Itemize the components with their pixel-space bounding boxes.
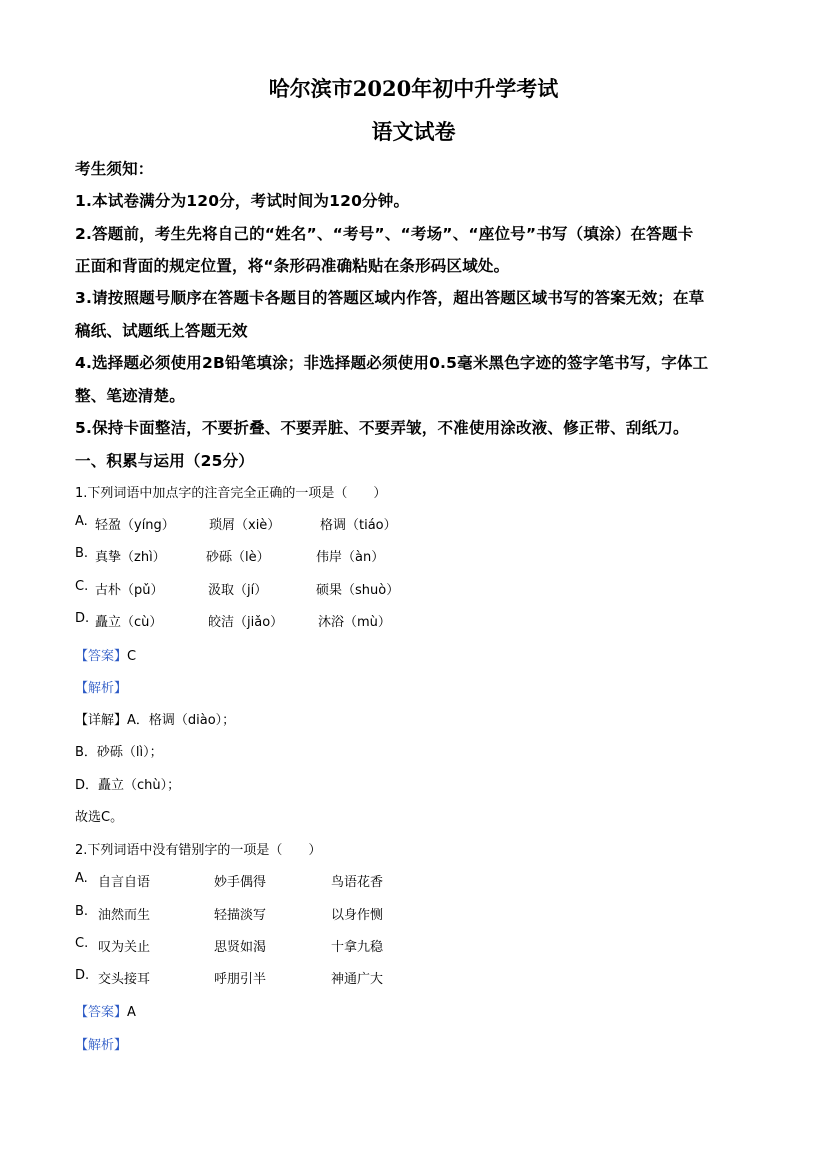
option-word: 真挚（zhì） [95,550,166,565]
answer-line [75,645,136,664]
option-label: D. [75,968,90,983]
exam-title: 哈尔滨市2020年初中升学考试 [268,76,559,101]
option-word: 交头接耳 [98,972,151,987]
option-label: A. [75,514,88,529]
analysis-tag: 【解析】 [75,681,128,696]
notice-line: 2.答题前，考生先将自己的“姓名”、“考号”、“考场”、“座位号”书写（填涂）在答题卡 [75,225,694,243]
option-word: 琐屑（xiè） [209,518,281,533]
notice-line: 稿纸、试题纸上答题无效 [75,322,248,340]
option-word: 叹为关止 [98,940,151,955]
option-label: D. [75,611,90,626]
option-label: A. [75,871,88,886]
option-label: C. [75,936,89,951]
notice-line: 4.选择题必须使用2B铅笔填涂；非选择题必须使用0.5毫米黑色字迹的签字笔书写，字体工 [75,354,709,372]
option-word: 油然而生 [98,908,151,923]
option-word: 鸟语花香 [331,875,384,890]
option-word: 矗立（cù） [95,615,163,630]
option-word: 汲取（jí） [208,583,268,598]
section-heading: 一、积累与运用（25分） [75,452,254,470]
option-word: 以身作恻 [331,908,384,923]
detail-line: D．矗立（chù）； [75,778,181,793]
answer-tag: 【答案】 [75,649,128,664]
option-word: 格调（tiáo） [320,518,397,533]
option-word: 皎洁（jiǎo） [208,615,284,630]
option-word: 伟岸（àn） [316,550,385,565]
notice-line: 5.保持卡面整洁，不要折叠、不要弄脏、不要弄皱，不准使用涂改液、修正带、刮纸刀。 [75,419,689,437]
notice-line: 正面和背面的规定位置，将“条形码准确粘贴在条形码区域处。 [75,257,510,275]
option-word: 轻描淡写 [214,908,267,923]
detail-line: 故选C。 [75,810,124,825]
option-word: 十拿九稳 [331,940,384,955]
notice-line: 3.请按照题号顺序在答题卡各题目的答题区域内作答，超出答题区域书写的答案无效；在草 [75,289,705,307]
option-word: 自言自语 [98,875,151,890]
option-label: B. [75,546,89,561]
option-word: 思贤如渴 [214,940,267,955]
analysis-tag: 【解析】 [75,1038,128,1053]
detail-line: 【详解】A．格调（diào）； [75,713,236,728]
option-word: 沐浴（mù） [318,615,391,630]
answer-value: A [127,1005,136,1020]
answer-tag: 【答案】 [75,1005,128,1020]
answer-value: C [127,649,137,664]
option-word: 硕果（shuò） [316,583,400,598]
option-word: 砂砾（lè） [206,550,270,565]
notice-line: 整、笔迹清楚。 [75,387,185,405]
option-word: 神通广大 [331,972,384,987]
question-stem: 1.下列词语中加点字的注音完全正确的一项是（ ） [75,486,387,501]
detail-line: B．砂砾（lì）； [75,745,163,760]
option-word: 轻盈（yíng） [95,518,175,533]
notice-line: 1.本试卷满分为120分，考试时间为120分钟。 [75,192,410,210]
question-stem: 2.下列词语中没有错别字的一项是（ ） [75,843,322,858]
option-word: 古朴（pǔ） [95,583,164,598]
answer-line [75,1001,136,1020]
option-label: C. [75,579,89,594]
notice-heading: 考生须知： [75,160,154,178]
option-word: 呼朋引半 [214,972,267,987]
option-label: B. [75,904,89,919]
exam-subtitle: 语文试卷 [371,119,456,144]
option-word: 妙手偶得 [214,875,267,890]
